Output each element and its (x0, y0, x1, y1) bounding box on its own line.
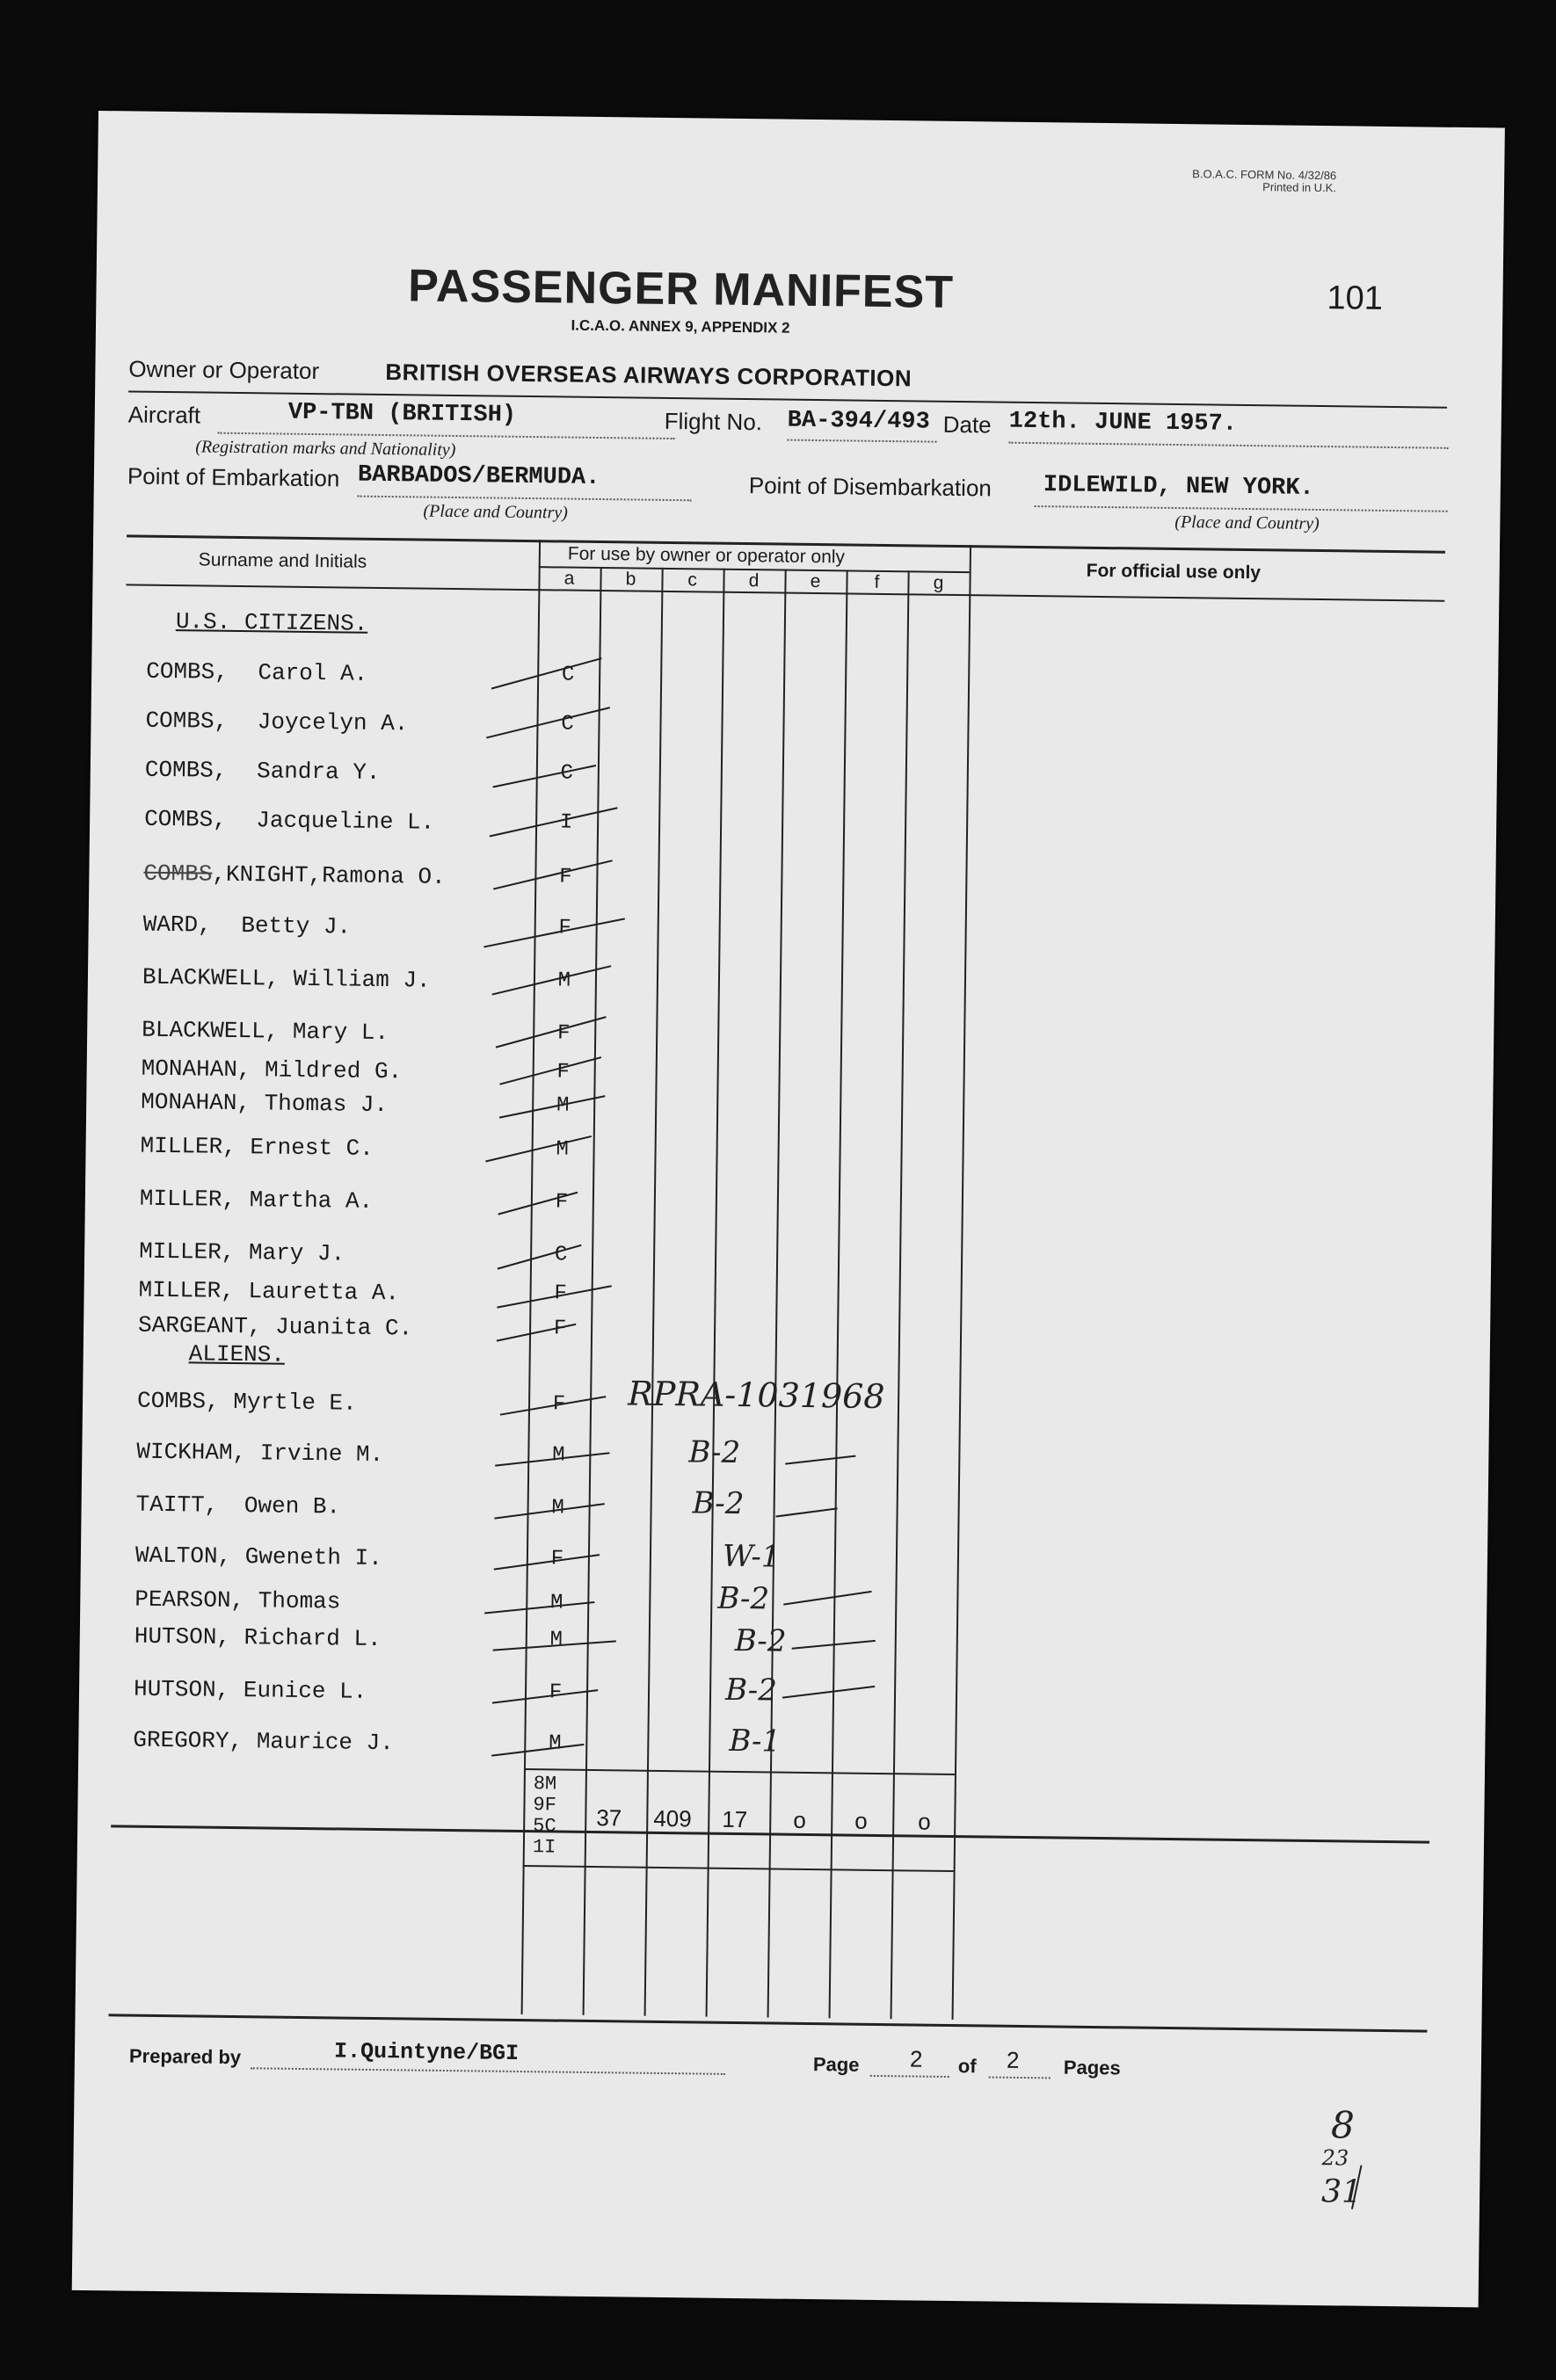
page-label: Page (812, 2053, 860, 2076)
passenger-code: M (548, 1731, 562, 1756)
disembarkation-caption: (Place and Country) (1174, 512, 1320, 534)
passenger-row: PEARSON, Thomas (135, 1585, 341, 1615)
passenger-row: MILLER, Mary J. (138, 1237, 345, 1267)
totals-d: 17 (722, 1805, 748, 1833)
owner-value: BRITISH OVERSEAS AIRWAYS CORPORATION (385, 359, 913, 392)
page-title: PASSENGER MANIFEST (407, 260, 955, 318)
passenger-code: C (561, 712, 574, 736)
aircraft-label: Aircraft (127, 401, 201, 429)
passenger-code: F (553, 1317, 567, 1341)
passenger-row: MILLER, Lauretta A. (138, 1276, 400, 1307)
col-letter-d: d (748, 570, 760, 591)
flight-label: Flight No. (664, 407, 763, 436)
pages-label: Pages (1063, 2056, 1121, 2079)
passenger-row: COMBS, Joycelyn A. (145, 707, 409, 737)
passenger-row: WICKHAM, Irvine M. (136, 1438, 384, 1469)
col-letter-g: g (933, 572, 944, 593)
passenger-row: COMBS,KNIGHT,Ramona O. (143, 860, 446, 890)
aircraft-caption: (Registration marks and Nationality) (195, 437, 456, 460)
passenger-row: MILLER, Ernest C. (140, 1132, 374, 1162)
col-letter-f: f (874, 571, 880, 592)
passenger-code: M (556, 1093, 570, 1118)
passenger-row: GREGORY, Maurice J. (133, 1726, 394, 1757)
prepared-value: I.Quintyne/BGI (333, 2038, 520, 2067)
passenger-code: F (550, 1547, 564, 1571)
date-label: Date (942, 410, 992, 439)
col-letter-a: a (564, 568, 575, 589)
corner-note-2: 23 (1321, 2145, 1349, 2171)
passenger-code: C (561, 663, 575, 687)
passenger-code: F (555, 1190, 569, 1215)
flight-value: BA-394/493 (787, 407, 930, 436)
passenger-code: C (554, 1243, 568, 1267)
totals-f: o (854, 1807, 868, 1834)
passenger-row: TAITT, Owen B. (135, 1491, 341, 1520)
passenger-row: HUTSON, Eunice L. (133, 1675, 367, 1705)
manifest-sheet (72, 111, 1505, 2307)
passenger-code: M (549, 1628, 564, 1652)
col-header-surname: Surname and Initials (198, 549, 367, 572)
handwritten-visa-class: B-2 (734, 1622, 787, 1659)
passenger-code: F (559, 865, 572, 889)
totals-g: o (918, 1808, 931, 1835)
corner-note-1: 8 (1330, 2103, 1356, 2147)
date-value: 12th. JUNE 1957. (1008, 408, 1238, 438)
prepared-label: Prepared by (128, 2044, 242, 2069)
handwritten-visa-class: B-2 (692, 1485, 745, 1522)
passenger-row: BLACKWELL, William J. (142, 963, 431, 994)
handwritten-visa-class: B-1 (729, 1723, 782, 1760)
owner-label: Owner or Operator (128, 355, 320, 385)
passenger-row: MONAHAN, Thomas J. (141, 1088, 389, 1119)
embarkation-caption: (Place and Country) (423, 501, 568, 523)
passenger-row: MILLER, Martha A. (139, 1185, 374, 1215)
of-label: of (957, 2055, 977, 2078)
passenger-row: COMBS, Myrtle E. (136, 1387, 357, 1417)
of-value: 2 (1006, 2046, 1020, 2073)
col-letter-b: b (625, 569, 636, 590)
section-us-citizens: U.S. CITIZENS. (175, 608, 368, 637)
passenger-row: COMBS, Carol A. (146, 657, 368, 687)
handwritten-alien-number: RPRA-1031968 (627, 1374, 885, 1417)
totals-c: 409 (653, 1804, 692, 1832)
passenger-code: C (560, 761, 574, 786)
embarkation-label: Point of Embarkation (127, 462, 340, 492)
passenger-row: WALTON, Gweneth I. (135, 1542, 382, 1572)
col-letter-e: e (810, 570, 821, 592)
passenger-row: HUTSON, Richard L. (134, 1622, 382, 1653)
col-header-owner: For use by owner or operator only (567, 543, 846, 568)
passenger-row: WARD, Betty J. (142, 911, 352, 940)
passenger-code: M (549, 1591, 564, 1615)
disembarkation-label: Point of Disembarkation (748, 472, 992, 502)
passenger-row: SARGEANT, Juanita C. (137, 1311, 413, 1342)
passenger-code: F (554, 1281, 567, 1306)
passenger-code: M (557, 969, 571, 993)
passenger-row: COMBS, Sandra Y. (144, 756, 381, 786)
printed-in-text: Printed in U.K. (1262, 180, 1337, 195)
section-aliens: ALIENS. (188, 1340, 286, 1368)
handwritten-visa-class: B-2 (717, 1580, 770, 1617)
sheet-number: 101 (1327, 279, 1384, 317)
corner-note-3: 31 (1320, 2173, 1363, 2210)
embarkation-value: BARBADOS/BERMUDA. (357, 461, 600, 491)
passenger-code: F (552, 1392, 566, 1417)
passenger-row: MONAHAN, Mildred G. (141, 1055, 403, 1085)
passenger-code: F (549, 1680, 563, 1705)
passenger-code: M (556, 1137, 569, 1162)
disembarkation-value: IDLEWILD, NEW YORK. (1043, 472, 1314, 502)
totals-b: 37 (596, 1804, 622, 1832)
passenger-code: M (551, 1443, 565, 1468)
passenger-code: F (558, 916, 572, 940)
col-header-official: For official use only (1086, 560, 1262, 584)
aircraft-value: VP-TBN (BRITISH) (287, 399, 517, 429)
col-letter-c: c (687, 570, 697, 591)
totals-e: o (793, 1806, 806, 1833)
totals-a: 8M 9F 5C 1I (532, 1773, 557, 1859)
form-number-text: B.O.A.C. FORM No. 4/32/86 (1192, 167, 1337, 183)
passenger-code: F (556, 1060, 571, 1085)
handwritten-visa-class: B-2 (688, 1434, 741, 1471)
passenger-code: I (559, 810, 573, 835)
passenger-row: BLACKWELL, Mary L. (142, 1016, 389, 1047)
check-marks (72, 111, 1505, 2307)
passenger-row: COMBS, Jacqueline L. (143, 805, 435, 836)
passenger-code: F (556, 1021, 571, 1046)
annex-subtitle: I.C.A.O. ANNEX 9, APPENDIX 2 (571, 316, 790, 337)
handwritten-visa-class: W-1 (722, 1538, 781, 1575)
page-value: 2 (909, 2045, 923, 2072)
passenger-code: M (551, 1496, 564, 1520)
handwritten-visa-class: B-2 (724, 1672, 778, 1709)
